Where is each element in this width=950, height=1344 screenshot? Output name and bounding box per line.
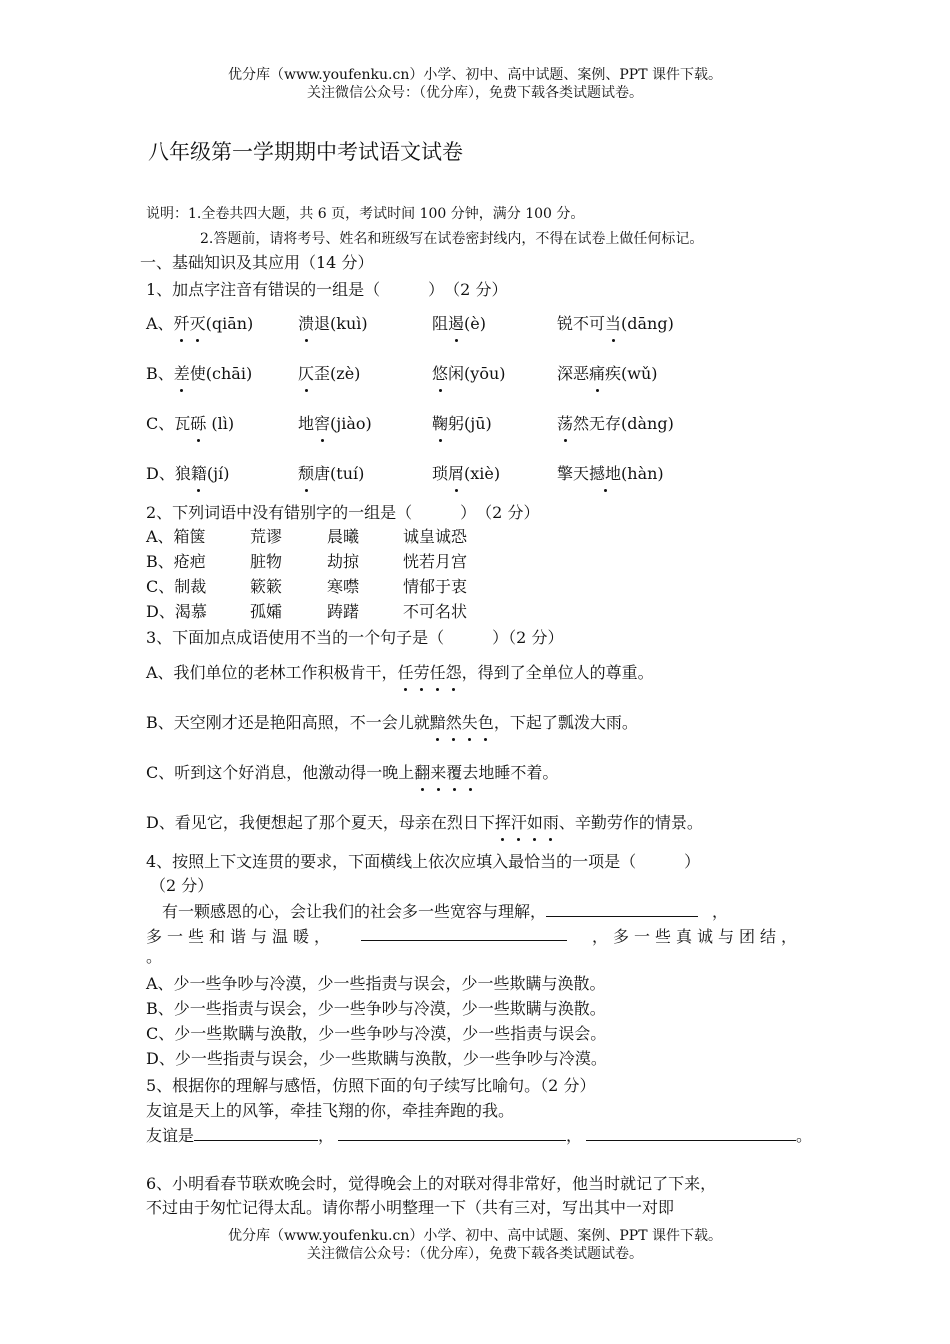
q1-py: (wǔ) bbox=[621, 364, 658, 383]
q1-stem: 1、加点字注音有错误的一组是（ ） （2 分） bbox=[146, 280, 508, 299]
q1-option-c-word-1 bbox=[146, 411, 234, 434]
q4-passage-end-1: ， bbox=[712, 902, 729, 921]
page-header bbox=[0, 66, 950, 102]
q3-option-a bbox=[146, 660, 654, 683]
q1-py: (kuì) bbox=[330, 314, 368, 333]
q1-b-dotted: 恶痛疾 bbox=[573, 361, 621, 384]
q5-stem: 5、根据你的理解与感悟，仿照下面的句子续写比喻句。（2 分） bbox=[146, 1076, 596, 1095]
q1-py: (xiè) bbox=[464, 464, 501, 483]
q1-py: (yōu) bbox=[464, 364, 506, 383]
emphasis-char: 覆 bbox=[446, 760, 462, 783]
q1-b-dotted: 窖 bbox=[314, 411, 330, 434]
q3-a-post: ，得到了全单位人的尊重。 bbox=[461, 663, 654, 682]
q1-option-c-word-4 bbox=[557, 411, 674, 434]
page-footer bbox=[0, 1227, 950, 1263]
q5-end: 。 bbox=[796, 1126, 813, 1145]
q1-b: 使 bbox=[189, 364, 206, 383]
q1-py: (dāng) bbox=[621, 314, 674, 333]
q2-option-d-word-4: 不可名状 bbox=[403, 602, 468, 621]
q4-passage-line-1 bbox=[162, 899, 728, 922]
q2-option-a-word-2: 荒谬 bbox=[250, 527, 283, 546]
q4-blank-1[interactable] bbox=[546, 902, 698, 917]
q5-example: 友谊是天上的风筝，牵挂飞翔的你，牵挂奔跑的我。 bbox=[146, 1101, 515, 1120]
q1-a: 瓦 bbox=[174, 414, 191, 433]
header-line-1: 优分库（www.youfenku.cn）小学、初中、高中试题、案例、PPT 课件下载。 bbox=[227, 67, 722, 83]
emphasis-char: 黯 bbox=[430, 710, 446, 733]
q2-option-b-word-4: 恍若月宫 bbox=[403, 552, 468, 571]
emphasis-char: 怨 bbox=[446, 660, 462, 683]
q1-a: 擎天 bbox=[557, 464, 590, 483]
q1-a-dotted: 颓 bbox=[298, 461, 314, 484]
q2-stem: 2、下列词语中没有错别字的一组是（ ） （2 分） bbox=[146, 503, 540, 522]
q1-option-b-word-4 bbox=[557, 361, 658, 384]
q1-a: 狼 bbox=[174, 464, 191, 483]
q2-option-c-word-4: 情郁于衷 bbox=[403, 577, 468, 596]
q5-blank-1[interactable] bbox=[194, 1126, 318, 1141]
q1-a: 深 bbox=[557, 364, 574, 383]
q1-py: (è) bbox=[464, 314, 486, 333]
emphasis-char: 挥 bbox=[495, 810, 511, 833]
q1-option-d-word-3 bbox=[432, 461, 500, 484]
q1-option-a-word-3 bbox=[432, 311, 486, 334]
q3-stem: 3、下面加点成语使用不当的一个句子是（ ）（2 分） bbox=[146, 628, 564, 647]
emphasis-char: 然 bbox=[446, 710, 462, 733]
q3-a-pre: A、我们单位的老林工作积极肯干， bbox=[146, 663, 398, 682]
q5-blank-3[interactable] bbox=[586, 1126, 796, 1141]
q1-option-a-word-4 bbox=[557, 311, 674, 334]
q1-option-b-word-3 bbox=[432, 361, 506, 384]
q2-option-d-word-1: D、渴慕 bbox=[146, 602, 207, 621]
q2-option-b-word-1: B、疮疤 bbox=[146, 552, 206, 571]
q1-b-dotted: 遏 bbox=[448, 311, 464, 334]
q2-option-b-word-3: 劫掠 bbox=[327, 552, 360, 571]
emphasis-char: 雨 bbox=[543, 810, 559, 833]
q1-b-dotted: 当 bbox=[605, 311, 621, 334]
exam-title: 八年级第一学期期中考试语文试卷 bbox=[148, 140, 463, 164]
q1-option-b-word-1 bbox=[146, 361, 252, 384]
q1-py: (tuí) bbox=[330, 464, 365, 483]
q1-pre: A、 bbox=[146, 314, 174, 333]
q1-option-d-word-4 bbox=[557, 461, 664, 484]
q5-answer-line bbox=[146, 1123, 812, 1146]
q1-option-c-word-3 bbox=[432, 411, 492, 434]
q1-b: 闲 bbox=[448, 364, 465, 383]
q5-sep-1: ， bbox=[318, 1126, 335, 1145]
q4-score: （2 分） bbox=[150, 876, 214, 895]
q1-a-dotted: 溃 bbox=[298, 311, 314, 334]
emphasis-char: 劳 bbox=[414, 660, 430, 683]
q3-c-dotted bbox=[414, 763, 478, 782]
q1-a-dotted: 悠 bbox=[432, 361, 448, 384]
q1-a-dotted: 鞠 bbox=[432, 411, 448, 434]
q6-line-1: 6、小明看春节联欢晚会时，觉得晚会上的对联对得非常好，他当时就记了下来， bbox=[146, 1174, 717, 1193]
q6-line-2: 不过由于匆忙记得太乱。请你帮小明整理一下（共有三对，写出其中一对即 bbox=[146, 1198, 675, 1217]
emphasis-char: 任 bbox=[430, 660, 446, 683]
q2-option-d-word-2: 孤孀 bbox=[250, 602, 283, 621]
instruction-2: 2.答题前，请将考号、姓名和班级写在试卷密封线内，不得在试卷上做任何标记。 bbox=[200, 231, 704, 247]
q4-passage-text-2a: 多一些和谐与温暖， bbox=[146, 927, 336, 946]
q1-option-a-word-2 bbox=[298, 311, 368, 334]
q2-option-b-word-2: 脏物 bbox=[250, 552, 283, 571]
emphasis-char: 失 bbox=[462, 710, 478, 733]
q1-a: 锐不可 bbox=[557, 314, 606, 333]
q1-py: (hàn) bbox=[621, 464, 664, 483]
q1-a: 地 bbox=[298, 414, 315, 433]
q2-option-c-word-1: C、制裁 bbox=[146, 577, 207, 596]
q1-pre: C、 bbox=[146, 414, 175, 433]
q3-b-dotted bbox=[430, 713, 494, 732]
q1-pre: D、 bbox=[146, 464, 175, 483]
q1-pre: B、 bbox=[146, 364, 174, 383]
q1-option-d-word-1 bbox=[146, 461, 229, 484]
section-1-heading: 一、基础知识及其应用（14 分） bbox=[140, 253, 374, 272]
q4-stem: 4、按照上下文连贯的要求，下面横线上依次应填入最恰当的一项是（ ） bbox=[146, 852, 701, 871]
q1-py: (jū) bbox=[464, 414, 492, 433]
q4-passage-line-2 bbox=[146, 924, 802, 947]
q4-blank-2[interactable] bbox=[361, 926, 567, 941]
q4-passage-line-3: 。 bbox=[146, 947, 163, 966]
emphasis-char: 色 bbox=[478, 710, 494, 733]
q3-option-b bbox=[146, 710, 638, 733]
q1-a: 琐 bbox=[432, 464, 449, 483]
q4-option-b: B、少一些指责与误会，少一些争吵与冷漠，少一些欺瞒与涣散。 bbox=[146, 999, 606, 1018]
emphasis-char: 汗 bbox=[511, 810, 527, 833]
q3-b-pre: B、天空刚才还是艳阳高照，不一会儿就 bbox=[146, 713, 430, 732]
q1-option-a-word-1 bbox=[146, 311, 253, 334]
q3-c-post: 地睡不着。 bbox=[478, 763, 559, 782]
q1-py: (qiān) bbox=[205, 314, 254, 333]
q4-passage-text-2b: ，多一些真诚与团结， bbox=[591, 927, 802, 946]
q1-b-dotted: 砾 bbox=[190, 411, 206, 434]
q1-b: 退 bbox=[314, 314, 331, 333]
q1-b: 躬 bbox=[448, 414, 465, 433]
q4-option-a: A、少一些争吵与冷漠，少一些指责与误会，少一些欺瞒与涣散。 bbox=[146, 974, 606, 993]
q1-b-dotted: 籍 bbox=[191, 461, 207, 484]
q1-b-dotted: 灭 bbox=[190, 311, 206, 334]
q1-option-c-word-2 bbox=[298, 411, 372, 434]
q1-py: (dàng) bbox=[621, 414, 674, 433]
q1-py: (zè) bbox=[330, 364, 361, 383]
q4-option-c: C、少一些欺瞒与涣散，少一些争吵与冷漠，少一些指责与误会。 bbox=[146, 1024, 607, 1043]
q4-passage-text-1: 有一颗感恩的心，会让我们的社会多一些宽容与理解， bbox=[162, 902, 547, 921]
q1-b-dotted: 屑 bbox=[448, 461, 464, 484]
q1-a-dotted: 差 bbox=[174, 361, 190, 384]
q2-option-a-word-3: 晨曦 bbox=[327, 527, 360, 546]
emphasis-char: 任 bbox=[398, 660, 414, 683]
emphasis-char: 翻 bbox=[414, 760, 430, 783]
instruction-1: 说明：1.全卷共四大题，共 6 页，考试时间 100 分钟，满分 100 分。 bbox=[146, 206, 585, 222]
q1-py: (lì) bbox=[206, 414, 235, 433]
q1-py: (jiào) bbox=[330, 414, 372, 433]
emphasis-char: 如 bbox=[527, 810, 543, 833]
q5-blank-2[interactable] bbox=[338, 1126, 566, 1141]
q3-a-dotted bbox=[398, 663, 462, 682]
q1-a-dotted: 仄 bbox=[298, 361, 314, 384]
q1-a-dotted: 歼 bbox=[174, 311, 190, 334]
q1-option-b-word-2 bbox=[298, 361, 360, 384]
q5-sep-2: ， bbox=[566, 1126, 583, 1145]
q3-d-dotted bbox=[495, 813, 559, 832]
q3-d-post: 、辛勤劳作的情景。 bbox=[558, 813, 703, 832]
q2-option-c-word-3: 寒噤 bbox=[327, 577, 360, 596]
q1-a-dotted: 荡 bbox=[557, 411, 573, 434]
q1-option-d-word-2 bbox=[298, 461, 364, 484]
emphasis-char: 来 bbox=[430, 760, 446, 783]
q4-option-d: D、少一些指责与误会，少一些欺瞒与涣散，少一些争吵与冷漠。 bbox=[146, 1049, 607, 1068]
q1-b-dotted: 撼地 bbox=[589, 461, 621, 484]
q2-option-a-word-4: 诚皇诚恐 bbox=[403, 527, 468, 546]
q1-a: 阻 bbox=[432, 314, 449, 333]
q1-b: 歪 bbox=[314, 364, 331, 383]
q3-d-pre: D、看见它，我便想起了那个夏天，母亲在烈日下 bbox=[146, 813, 495, 832]
q3-option-c bbox=[146, 760, 558, 783]
q3-b-post: ，下起了瓢泼大雨。 bbox=[493, 713, 638, 732]
q2-option-d-word-3: 踌躇 bbox=[327, 602, 360, 621]
q1-b: 然无存 bbox=[573, 414, 622, 433]
footer-line-2: 关注微信公众号：（优分库），免费下载各类试题试卷。 bbox=[307, 1246, 643, 1262]
emphasis-char: 去 bbox=[462, 760, 478, 783]
q5-answer-prefix: 友谊是 bbox=[146, 1126, 195, 1145]
footer-line-1: 优分库（www.youfenku.cn）小学、初中、高中试题、案例、PPT 课件下载。 bbox=[227, 1228, 722, 1244]
q2-option-a-word-1: A、箱箧 bbox=[146, 527, 206, 546]
q3-c-pre: C、听到这个好消息，他激动得一晚上 bbox=[146, 763, 415, 782]
q1-py: (jí) bbox=[206, 464, 230, 483]
q1-b: 唐 bbox=[314, 464, 331, 483]
header-line-2: 关注微信公众号：（优分库），免费下载各类试题试卷。 bbox=[307, 85, 643, 101]
q1-py: (chāi) bbox=[205, 364, 253, 383]
q2-option-c-word-2: 簌簌 bbox=[250, 577, 283, 596]
q3-option-d bbox=[146, 810, 703, 833]
